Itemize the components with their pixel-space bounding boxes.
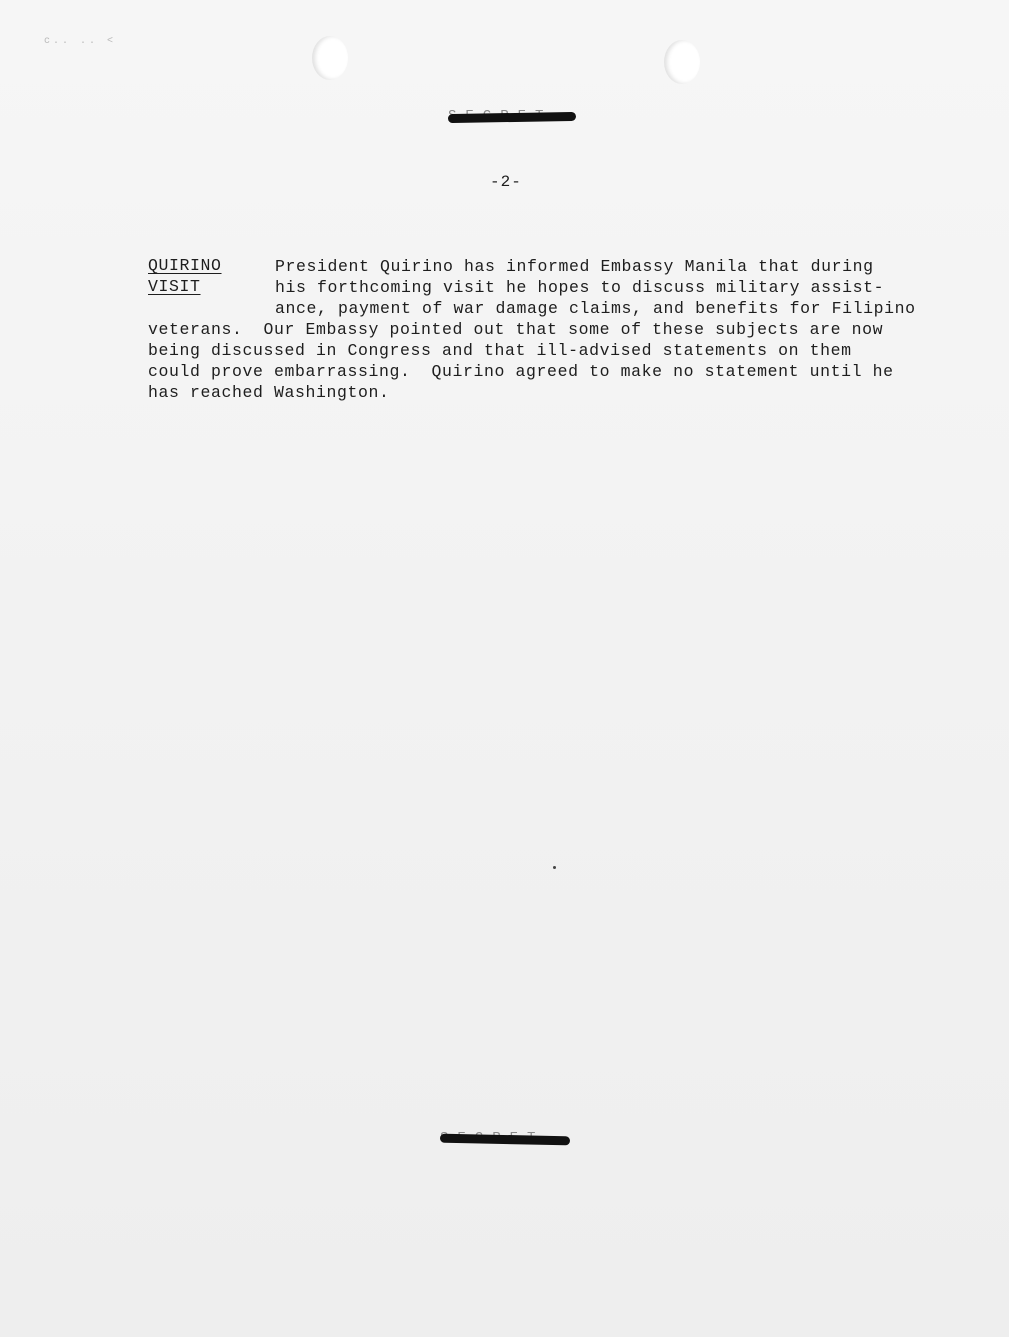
body-line-5: being discussed in Congress and that ill-advised statements on them [148,341,852,360]
body-line-2: his forthcoming visit he hopes to discuss military assist- [275,278,885,297]
body-line-6: could prove embarrassing. Quirino agreed to make no statement until he [148,362,894,381]
redaction-bar-top [448,112,576,123]
paper-speck [553,866,556,869]
corner-mark: c.. .. < [44,36,117,47]
body-line-4: veterans. Our Embassy pointed out that some of these subjects are now [148,320,884,339]
punch-hole-right [664,40,700,84]
body-line-3: ance, payment of war damage claims, and benefits for Filipino [275,299,916,318]
section-heading-line1: QUIRINO [148,256,222,275]
body-line-7: has reached Washington. [148,383,390,402]
page-number: -2- [490,173,522,191]
classification-stamp-top [448,108,576,124]
section-heading-line2: VISIT [148,277,201,296]
body-line-1: President Quirino has informed Embassy Manila that during [275,257,874,276]
classification-stamp-bottom [440,1130,570,1146]
punch-hole-left [312,36,348,80]
